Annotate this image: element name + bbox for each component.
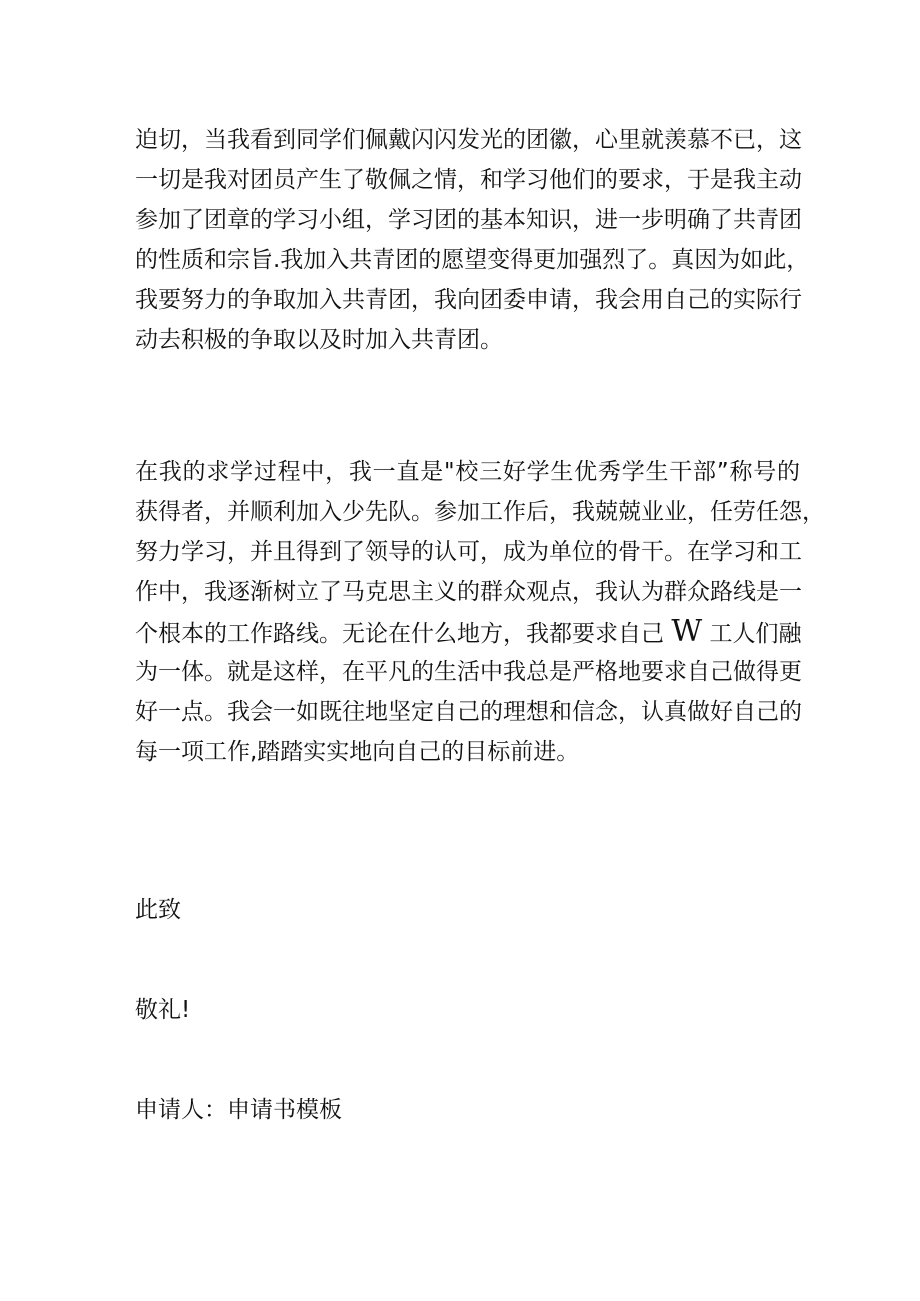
text-line: 好一点。我会一如既往地坚定自己的理想和信念，认真做好自己的 bbox=[135, 699, 802, 725]
paragraph-motivation bbox=[135, 120, 810, 360]
text-line: 每一项工作,踏踏实实地向自己的目标前进。 bbox=[135, 739, 580, 765]
text-line-with-w bbox=[135, 612, 800, 652]
text-segment: 工人们融 bbox=[709, 621, 802, 647]
closing-regards bbox=[135, 990, 800, 1030]
regards-text: 敬礼! bbox=[135, 997, 191, 1023]
w-letter: W bbox=[671, 614, 703, 649]
text-line: 迫切，当我看到同学们佩戴闪闪发光的团徽，心里就羡慕不已，这 bbox=[135, 127, 802, 153]
text-line: 获得者，并顺利加入少先队。参加工作后，我兢兢业业，任劳任怨， bbox=[135, 499, 825, 525]
text-line: 的性质和宗旨.我加入共青团的愿望变得更加强烈了。真因为如此， bbox=[135, 247, 810, 273]
paragraph-experience bbox=[135, 452, 825, 772]
text-line: 一切是我对团员产生了敬佩之情，和学习他们的要求，于是我主动 bbox=[135, 167, 802, 193]
text-segment: 个根本的工作路线。无论在什么地方，我都要求自己 bbox=[135, 621, 664, 647]
text-line: 参加了团章的学习小组，学习团的基本知识，进一步明确了共青团 bbox=[135, 207, 802, 233]
text-line: 我要努力的争取加入共青团，我向团委申请，我会用自己的实际行 bbox=[135, 287, 802, 313]
text-line: 作中，我逐渐树立了马克思主义的群众观点，我认为群众路线是一 bbox=[135, 579, 802, 605]
text-line: 努力学习，并且得到了领导的认可，成为单位的骨干。在学习和工 bbox=[135, 539, 802, 565]
applicant-text: 申请人：申请书模板 bbox=[135, 1097, 342, 1123]
text-line: 为一体。就是这样，在平凡的生活中我总是严格地要求自己做得更 bbox=[135, 659, 802, 685]
text-line: 动去积极的争取以及时加入共青团。 bbox=[135, 327, 503, 353]
text-line: 在我的求学过程中，我一直是"校三好学生优秀学生干部”称号的 bbox=[135, 459, 800, 485]
applicant-signature bbox=[135, 1090, 800, 1130]
salutation-text: 此致 bbox=[135, 897, 181, 923]
closing-salutation bbox=[135, 890, 800, 930]
